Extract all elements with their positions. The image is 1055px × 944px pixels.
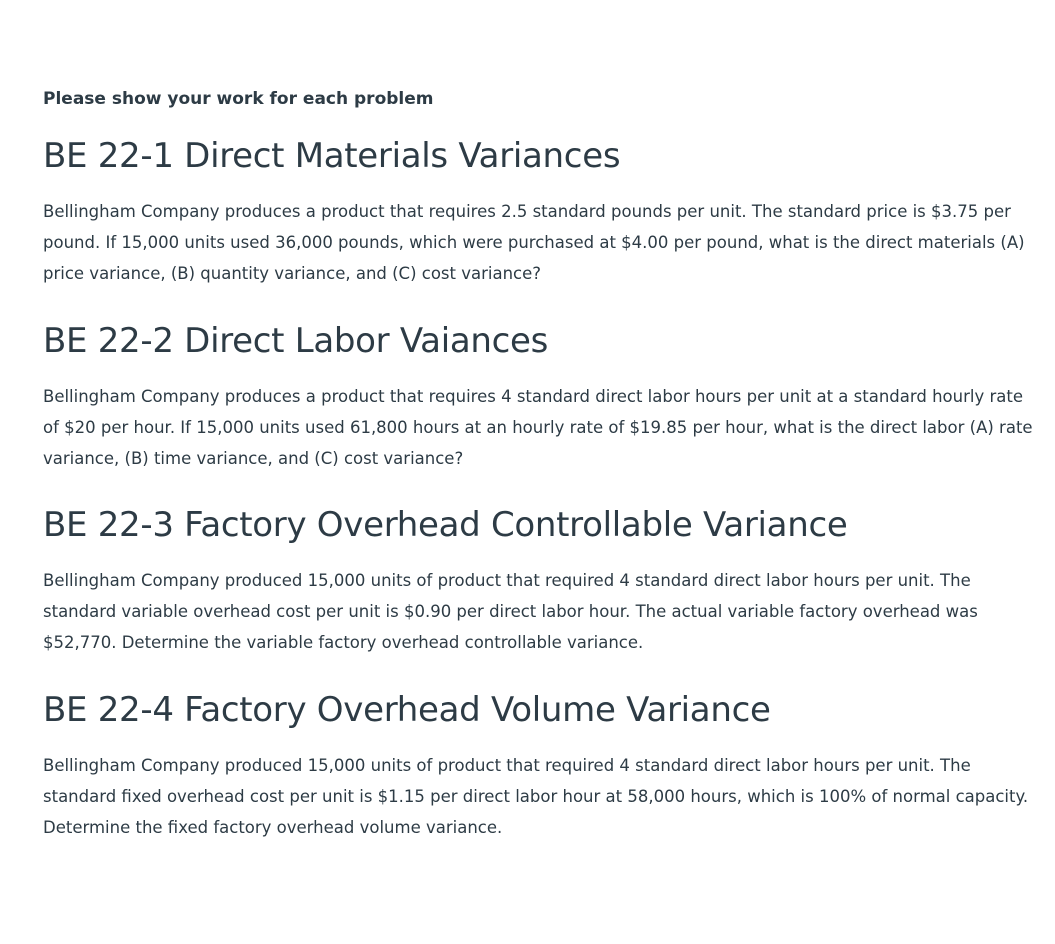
problem-title-2: BE 22-2 Direct Labor Vaiances (43, 321, 549, 361)
problem-section-3 (43, 503, 1038, 658)
problem-section-2 (43, 319, 1038, 474)
problem-section-1 (43, 134, 1038, 289)
document-page (43, 86, 1038, 837)
problem-body-3: Bellingham Company produced 15,000 units of product that required 4 standard direct labor hours per unit. The standard variable overhead cost per unit is $0.90 per direct labor hour. The actual variable factory overhead was $52,770. Determine the variable factory overhead controllable variance. (43, 571, 978, 652)
problem-title-3: BE 22-3 Factory Overhead Controllable Variance (43, 505, 848, 545)
problem-body-4: Bellingham Company produced 15,000 units of product that required 4 standard direct labor hours per unit. The standard fixed overhead cost per unit is $1.15 per direct labor hour at 58,000 hours, which is 100% of normal capacity. Determine the fixed factory overhead volume variance. (43, 756, 1029, 837)
problem-body-2: Bellingham Company produces a product that requires 4 standard direct labor hours per unit at a standard hourly rate of $20 per hour. If 15,000 units used 61,800 hours at an hourly rate of $19.85 per hour, what is the direct labor (A) rate variance, (B) time variance, and (C) cost variance? (43, 387, 1033, 468)
problem-section-4 (43, 688, 1038, 843)
problem-body-1: Bellingham Company produces a product that requires 2.5 standard pounds per unit. The standard price is $3.75 per pound. If 15,000 units used 36,000 pounds, which were purchased at $4.00 per pound, what is the direct materials (A) price variance, (B) quantity variance, and (C) cost variance? (43, 202, 1025, 283)
instructions-text: Please show your work for each problem (43, 89, 434, 109)
problem-title-4: BE 22-4 Factory Overhead Volume Variance (43, 690, 771, 730)
problem-title-1: BE 22-1 Direct Materials Variances (43, 136, 621, 176)
